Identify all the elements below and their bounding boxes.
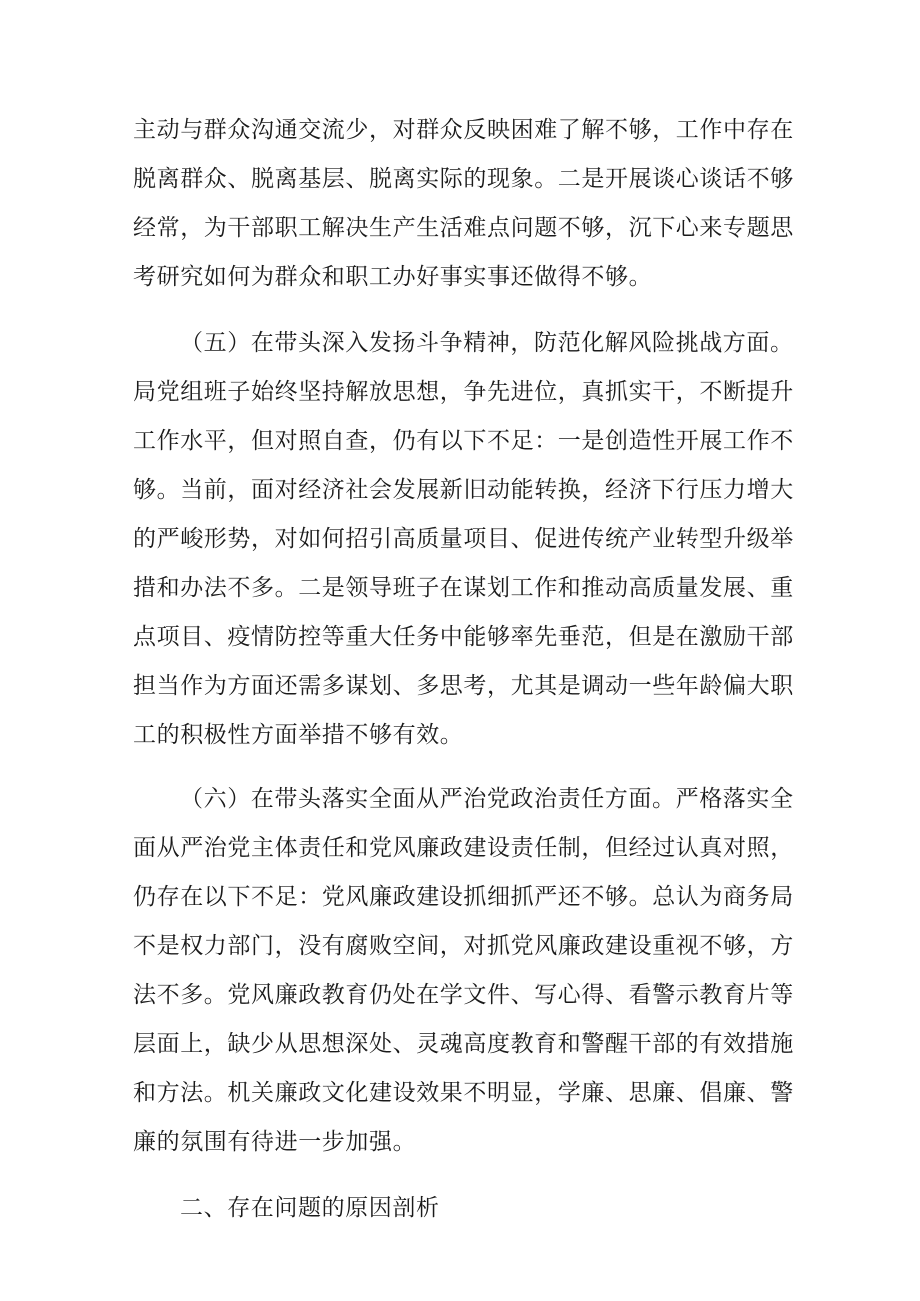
text-line: （六）在带头落实全面从严治党政治责任方面。严格落实全 bbox=[180, 786, 794, 812]
text-line: 考研究如何为群众和职工办好事实事还做得不够。 bbox=[133, 264, 653, 290]
text-line: 工作水平，但对照自查，仍有以下不足：一是创造性开展工作不 bbox=[133, 428, 794, 454]
text-line: 面从严治党主体责任和党风廉政建设责任制，但经过认真对照， bbox=[133, 835, 794, 861]
text-line: 不是权力部门，没有腐败空间，对抓党风廉政建设重视不够，方 bbox=[133, 933, 794, 959]
text-line: 法不多。党风廉政教育仍处在学文件、写心得、看警示教育片等 bbox=[133, 982, 794, 1008]
text-line: 局党组班子始终坚持解放思想，争先进位，真抓实干，不断提升 bbox=[133, 379, 794, 405]
text-line: 担当作为方面还需多谋划、多思考，尤其是调动一些年龄偏大职 bbox=[133, 673, 794, 699]
text-line: 廉的氛围有待进一步加强。 bbox=[133, 1129, 417, 1155]
text-line: （五）在带头深入发扬斗争精神，防范化解风险挑战方面。 bbox=[180, 330, 794, 356]
text-line: 脱离群众、脱离基层、脱离实际的现象。二是开展谈心谈话不够 bbox=[133, 166, 794, 192]
section-heading: 二、存在问题的原因剖析 bbox=[180, 1195, 440, 1221]
text-line: 的严峻形势，对如何招引高质量项目、促进传统产业转型升级举 bbox=[133, 526, 794, 552]
text-line: 和方法。机关廉政文化建设效果不明显，学廉、思廉、倡廉、警 bbox=[133, 1080, 794, 1106]
text-line: 措和办法不多。二是领导班子在谋划工作和推动高质量发展、重 bbox=[133, 575, 794, 601]
text-line: 仍存在以下不足：党风廉政建设抓细抓严还不够。总认为商务局 bbox=[133, 884, 794, 910]
text-line: 经常，为干部职工解决生产生活难点问题不够，沉下心来专题思 bbox=[133, 215, 794, 241]
text-line: 够。当前，面对经济社会发展新旧动能转换，经济下行压力增大 bbox=[133, 477, 794, 503]
text-line: 工的积极性方面举措不够有效。 bbox=[133, 722, 464, 748]
text-line: 层面上，缺少从思想深处、灵魂高度教育和警醒干部的有效措施 bbox=[133, 1031, 794, 1057]
text-line: 点项目、疫情防控等重大任务中能够率先垂范，但是在激励干部 bbox=[133, 624, 794, 650]
text-line: 主动与群众沟通交流少，对群众反映困难了解不够，工作中存在 bbox=[133, 117, 794, 143]
